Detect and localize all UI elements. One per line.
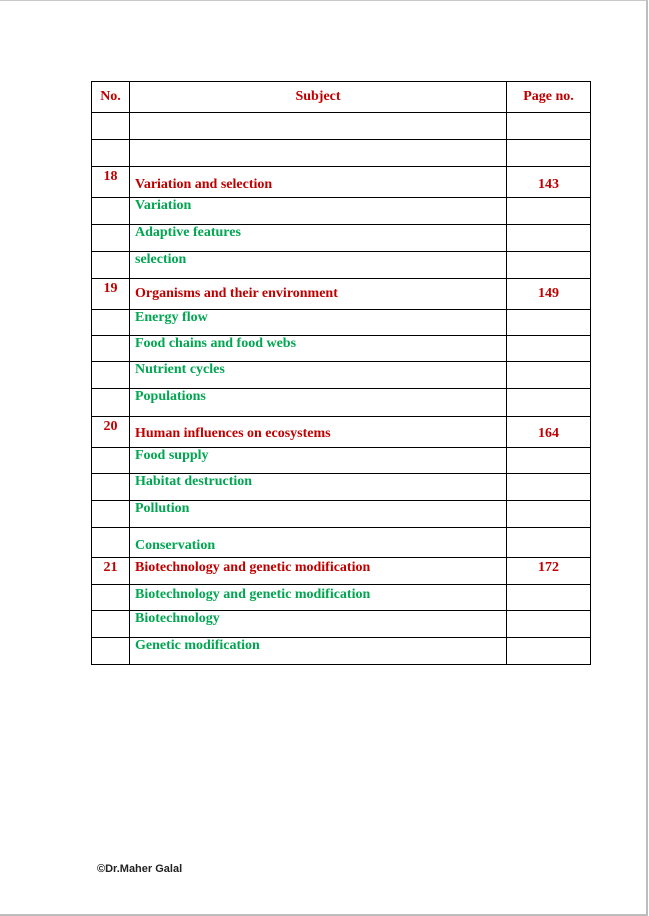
topic-row: [92, 198, 591, 225]
topic-label: Energy flow: [130, 310, 507, 336]
topic-row: [92, 310, 591, 336]
chapter-number: 18: [92, 167, 130, 198]
topic-label: Food supply: [130, 448, 507, 474]
chapter-page: 149: [507, 279, 591, 310]
topic-label: Genetic modification: [130, 638, 507, 665]
table-of-contents: [91, 81, 591, 665]
blank-row: [92, 113, 591, 140]
topic-label: Conservation: [130, 528, 507, 558]
topic-label: Biotechnology and genetic modification: [130, 585, 507, 611]
header-no: No.: [92, 82, 130, 113]
chapter-title: Human influences on ecosystems: [130, 417, 507, 448]
topic-row: [92, 638, 591, 665]
topic-row: [92, 389, 591, 417]
topic-row: [92, 474, 591, 501]
blank-row: [92, 140, 591, 167]
chapter-title: Biotechnology and genetic modification: [130, 558, 507, 585]
header-page: Page no.: [507, 82, 591, 113]
topic-label: selection: [130, 252, 507, 279]
chapter-title: Organisms and their environment: [130, 279, 507, 310]
topic-row: [92, 362, 591, 389]
chapter-row: [92, 417, 591, 448]
chapter-number: 21: [92, 558, 130, 585]
topic-row: [92, 501, 591, 528]
chapter-row: [92, 167, 591, 198]
topic-label: Pollution: [130, 501, 507, 528]
topic-label: Food chains and food webs: [130, 336, 507, 362]
topic-label: Adaptive features: [130, 225, 507, 252]
chapter-number: 20: [92, 417, 130, 448]
header-row: [92, 82, 591, 113]
topic-row: [92, 611, 591, 638]
chapter-row: [92, 558, 591, 585]
topic-row: [92, 336, 591, 362]
chapter-row: [92, 279, 591, 310]
topic-label: Variation: [130, 198, 507, 225]
chapter-page: 172: [507, 558, 591, 585]
topic-row: [92, 448, 591, 474]
chapter-page: 143: [507, 167, 591, 198]
header-subject: Subject: [130, 82, 507, 113]
chapter-title: Variation and selection: [130, 167, 507, 198]
topic-label: Populations: [130, 389, 507, 417]
topic-row: [92, 252, 591, 279]
topic-label: Nutrient cycles: [130, 362, 507, 389]
topic-row: [92, 585, 591, 611]
topic-label: Habitat destruction: [130, 474, 507, 501]
topic-row: [92, 225, 591, 252]
topic-row: [92, 528, 591, 558]
copyright-footer: ©Dr.Maher Galal: [97, 863, 183, 875]
chapter-page: 164: [507, 417, 591, 448]
chapter-number: 19: [92, 279, 130, 310]
topic-label: Biotechnology: [130, 611, 507, 638]
